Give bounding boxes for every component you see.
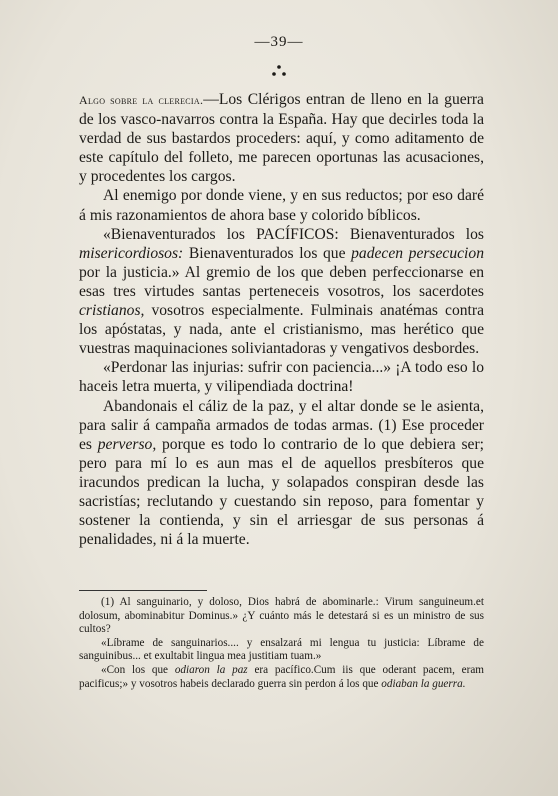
asterism-ornament-icon	[269, 64, 289, 78]
paragraph-5	[79, 397, 484, 550]
paragraph-3-italic-b: padecen persecucion	[351, 244, 484, 262]
footnote-3-text-b: era pacífico.Cum iis que oderant pacem, eram pacificus;» y vosotros habeis declarado guerra sin perdon á los que	[79, 663, 485, 690]
footnote-3-italic-b: odiaban la guerra.	[381, 677, 466, 690]
footnotes	[79, 596, 484, 691]
paragraph-3	[79, 225, 484, 359]
paragraph-5-text-b: porque es todo lo contrario de lo que debiera ser; pero para mí lo es aun mas el de aquellos presbíteros que iracundos predican la lucha, y solapados conspiran desde las sacristías; reclutando y cuestando sin reposo, para fomentar y sostener la contienda, y sin el arriesgar de sus personas á penalidades, ni á la muerte.	[79, 435, 484, 549]
paragraph-3-text-b: Bienaventurados los que	[183, 244, 352, 262]
paragraph-1-text: —Los Clérigos entran de lleno en la guerra de los vasco-navarros contra la España. Hay que decirles toda la verdad de sus bastardos proceders: aquí, y como aditamento de este capítulo del folleto, me parecen oportunas las acusaciones, y procedentes los cargos.	[79, 91, 484, 186]
footnote-2: «Líbrame de sanguinarios.... y ensalzará mi lengua tu justicia: Líbrame de sanguinibus... et exultabit lingua mea justitiam tuam.»	[79, 636, 484, 663]
paragraph-1	[79, 90, 484, 186]
paragraph-3-text-c: por la justicia.» Al gremio de los que deben perfeccionarse en esas tres virtudes santas perteneceis vosotros, los sacerdotes	[79, 263, 484, 300]
paragraph-5-text-a: Abandonais el cáliz de la paz, y el altar donde se le asienta, para salir á campaña armados de todas armas. (1) Ese proceder es	[79, 397, 484, 453]
footnote-3-italic-a: odiaron la paz	[174, 663, 248, 676]
footnote-1: (1) Al sanguinario, y doloso, Dios habrá de abominarle.: Virum sanguineum.et dolosum, abominabitur Dominus.» ¿Y cuánto más le detestará si es un ministro de sus cultos?	[79, 596, 484, 636]
paragraph-4: «Perdonar las injurias: sufrir con paciencia...» ¡A todo eso lo haceis letra muerta, y vilipendiada doctrina!	[79, 359, 484, 396]
paragraph-3-italic-c: cristianos,	[79, 302, 145, 320]
paragraph-3-text-d: vosotros especialmente. Fulminais anatémas contra los apóstatas, y nada, ante el cristianismo, mas herético que vuestras maquinaciones soliviantadoras y vengativos desbordes.	[79, 302, 484, 358]
paragraph-5-italic-a: perverso,	[97, 435, 157, 453]
page-number: —39—	[254, 34, 304, 50]
paragraph-3-italic-a: misericordiosos:	[79, 244, 184, 262]
main-text	[79, 90, 484, 549]
section-heading: Algo sobre la clerecia.	[79, 93, 204, 107]
paragraph-3-text-a: «Bienaventurados los PACÍFICOS: Bienaventurados los	[103, 225, 484, 243]
footnote-3	[79, 664, 484, 691]
footnote-divider	[79, 590, 207, 591]
paragraph-2: Al enemigo por donde viene, y en sus reductos; por eso daré á mis razonamientos de ahora base y colorido bíblicos.	[79, 187, 484, 224]
footnote-3-text-a: «Con los que	[101, 663, 175, 676]
